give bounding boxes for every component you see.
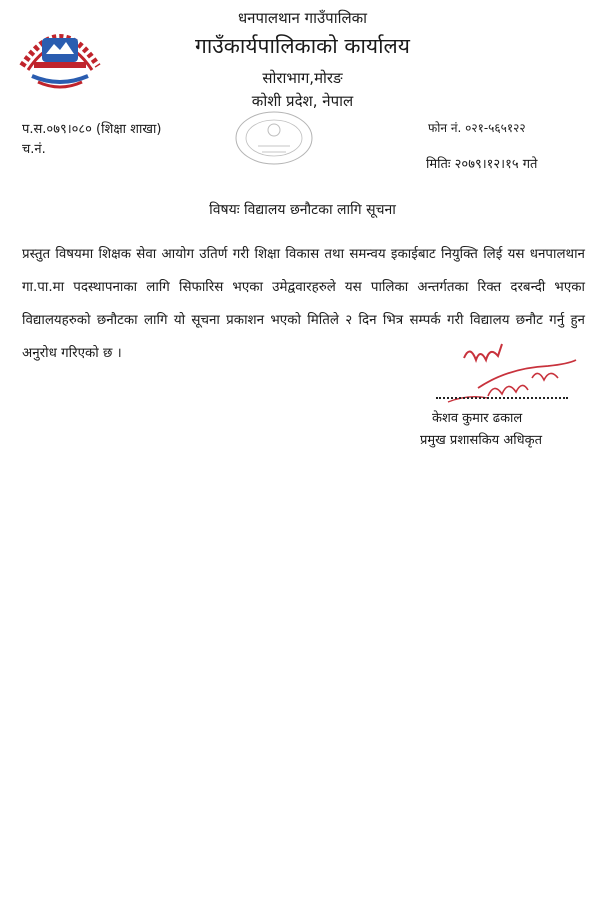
address-line-1: सोराभाग,मोरङ bbox=[262, 69, 343, 87]
dispatch-number: च.नं. bbox=[22, 142, 46, 157]
handwritten-signature bbox=[428, 338, 578, 418]
notice-subject: विषयः विद्यालय छनौटका लागि सूचना bbox=[209, 202, 396, 218]
notice-body: प्रस्तुत विषयमा शिक्षक सेवा आयोग उतिर्ण गरी शिक्षा विकास तथा समन्वय इकाईबाट नियुक्ति लिई यस धनपालथान गा.पा.मा पदस्थापनाका लागि सिफारिस भएका उमेद्ववारहरुले यस पालिका अन्तर्गतका रिक्त दरबन्दी भएका विद्यालयहरुको छनौटका लागि यो सूचना प्रकाशन भएको मितिले २ दिन भित्र सम्पर्क गरी विद्यालय छनौट गर्नु हुन अनुरोध गरिएको छ । bbox=[22, 247, 585, 361]
address-line-2: कोशी प्रदेश, नेपाल bbox=[251, 92, 354, 110]
document-date: मितिः २०७९।१२।१५ गते bbox=[426, 157, 538, 172]
signature-line bbox=[436, 397, 568, 399]
signatory-name: केशव कुमार ढकाल bbox=[432, 411, 523, 426]
office-stamp bbox=[232, 108, 316, 168]
phone-number: फोन नं. ०२१-५६५१२२ bbox=[428, 121, 526, 135]
reference-number: प.स.०७९।०८० (शिक्षा शाखा) bbox=[22, 122, 162, 137]
signatory-designation: प्रमुख प्रशासकिय अधिकृत bbox=[420, 433, 543, 448]
office-title: गाउँकार्यपालिकाको कार्यालय bbox=[195, 34, 410, 58]
municipality-name: धनपालथान गाउँपालिका bbox=[237, 9, 368, 27]
